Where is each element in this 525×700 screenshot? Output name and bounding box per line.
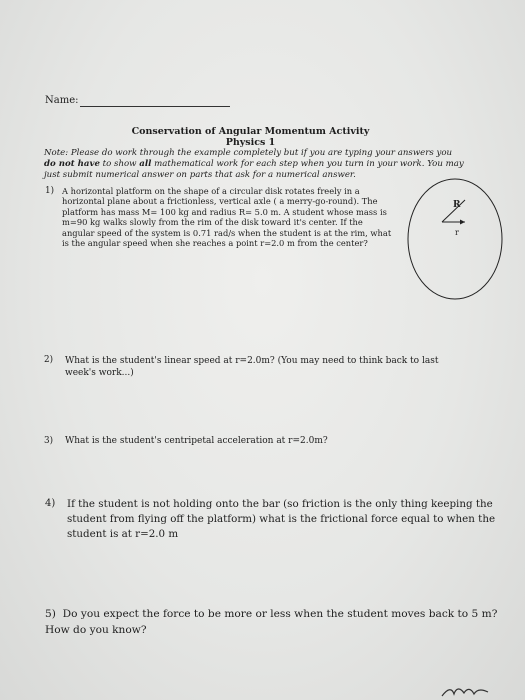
- name-field-line[interactable]: [80, 106, 230, 107]
- note-bold-all: all: [139, 159, 152, 169]
- note-lead: Note: Please do work through the example completely but if you are typing your answers you: [44, 148, 453, 158]
- question-4-number: 4): [45, 498, 56, 509]
- label-R: R: [453, 200, 461, 210]
- question-3-number: 3): [44, 436, 54, 446]
- note-mid: to show: [99, 159, 140, 169]
- question-2-text: What is the student's linear speed at r=2.0m? (You may need to think back to last week's work...): [65, 356, 439, 378]
- question-1-text: A horizontal platform on the shape of a circular disk rotates freely in a horizontal plane about a frictionless, vertical axle ( a merry-go-round). The platform has mass M= 100 kg and radius R= 5.0 m. A student whose mass is m=90 kg walks slowly from the rim of the disk toward it's center. If the angular speed of the system is 0.71 rad/s when the student is at the rim, what is the angular speed when she reaches a point r=2.0 m from the center?: [62, 186, 392, 249]
- course-title: Physics 1: [225, 137, 276, 148]
- question-1-number: 1): [45, 186, 55, 196]
- activity-title: Conservation of Angular Momentum Activity: [131, 126, 370, 137]
- note-tail: mathematical work for each step when you turn in your work. You may just submit numerical answer on parts that ask for a numerical answer.: [44, 159, 464, 180]
- disk-outline: [408, 179, 502, 299]
- pen-scribble-mark: [440, 684, 490, 698]
- question-3-text: What is the student's centripetal acceleration at r=2.0m?: [65, 436, 328, 446]
- radius-r-arrowhead: [460, 220, 465, 225]
- merry-go-round-diagram: [405, 175, 505, 303]
- note-bold-do-not-have: do not have: [44, 159, 100, 169]
- question-5-body: Do you expect the force to be more or less when the student moves back to 5 m? How do you know?: [45, 608, 498, 636]
- name-label: Name:: [45, 95, 79, 106]
- instructions-note: [44, 148, 464, 181]
- question-4-text: If the student is not holding onto the bar (so friction is the only thing keeping the student from flying off the platform) what is the frictional force equal to when the student is at r=2.0 m: [67, 498, 496, 540]
- question-5-number: 5): [45, 608, 56, 620]
- label-r: r: [455, 228, 459, 237]
- question-5-text: [45, 606, 505, 638]
- question-2-number: 2): [44, 355, 54, 365]
